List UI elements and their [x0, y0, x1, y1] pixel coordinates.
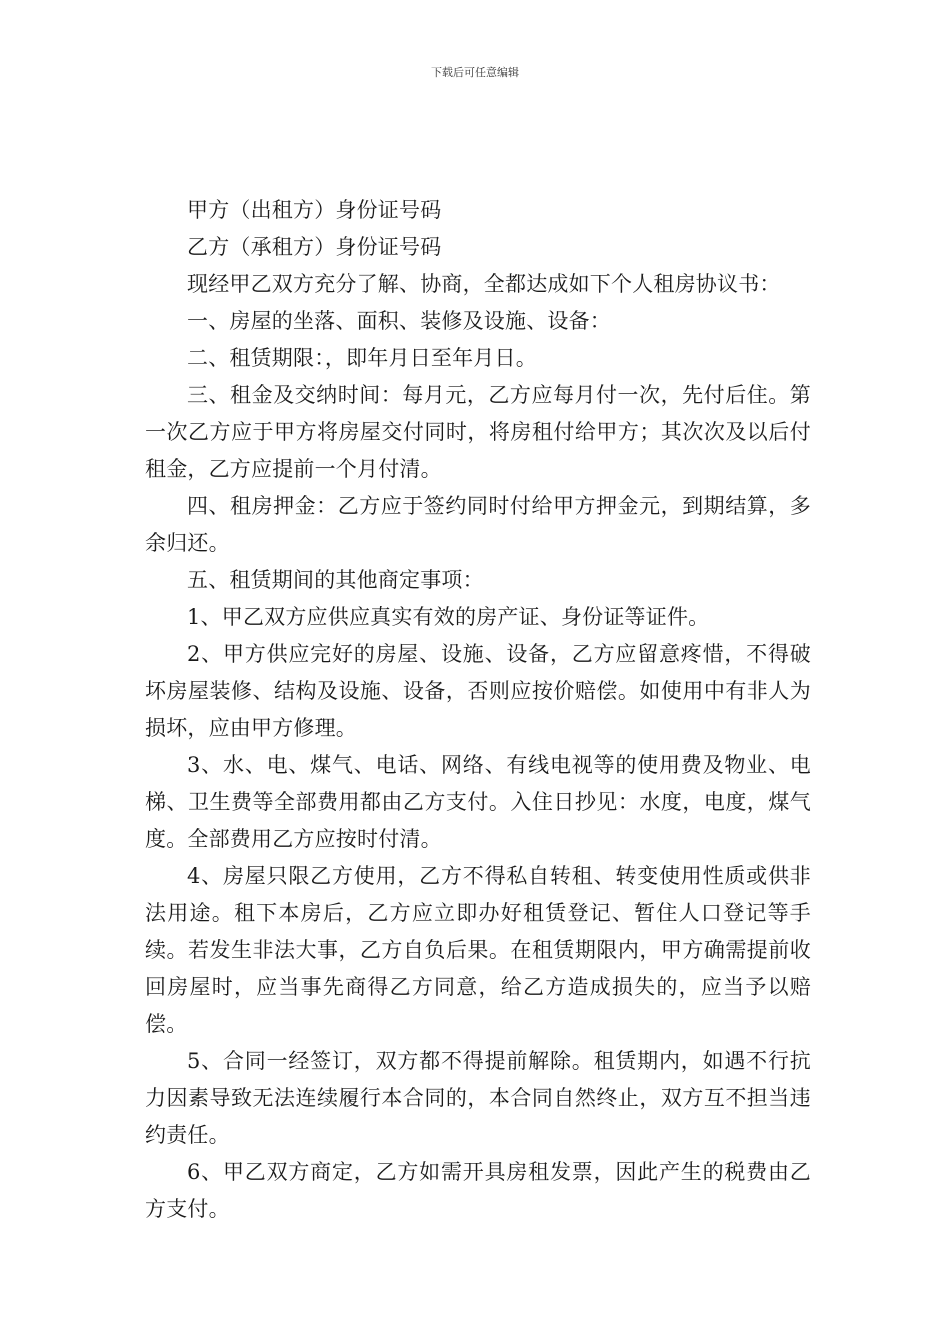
clause-5-other-terms: 五、租赁期间的其他商定事项： [187, 568, 484, 592]
term-5-termination: 5、合同一经签订，双方都不得提前解除。租赁期内，如遇不行抗力因素导致无法连续履行本合同的，本合同自然终止，双方互不担当违约责任。 [145, 1049, 811, 1147]
clause-3-rent: 三、租金及交纳时间：每月元，乙方应每月付一次，先付后住。第一次乙方应于甲方将房屋交付同时，将房租付给甲方；其次次及以后付租金，乙方应提前一个月付清。 [145, 383, 811, 481]
term-3-utilities: 3、水、电、煤气、电话、网络、有线电视等的使用费及物业、电梯、卫生费等全部费用都由乙方支付。入住日抄见：水度，电度，煤气度。全部费用乙方应按时付清。 [145, 753, 811, 851]
term-2-maintenance: 2、甲方供应完好的房屋、设施、设备，乙方应留意疼惜，不得破坏房屋装修、结构及设施、设备，否则应按价赔偿。如使用中有非人为损坏，应由甲方修理。 [145, 642, 811, 740]
party-b-line: 乙方（承租方）身份证号码 [187, 235, 442, 259]
term-4-usage: 4、房屋只限乙方使用，乙方不得私自转租、转变使用性质或供非法用途。租下本房后，乙方应立即办好租赁登记、暂住人口登记等手续。若发生非法大事，乙方自负后果。在租赁期限内，甲方确需提前收回房屋时，应当事先商得乙方同意，给乙方造成损失的，应当予以赔偿。 [145, 864, 811, 1036]
party-a-line: 甲方（出租方）身份证号码 [187, 198, 442, 222]
term-1-documents: 1、甲乙双方应供应真实有效的房产证、身份证等证件。 [187, 605, 710, 629]
page-header: 下载后可任意编辑 [431, 66, 519, 79]
document-body [145, 192, 811, 1228]
term-6-invoice: 6、甲乙双方商定，乙方如需开具房租发票，因此产生的税费由乙方支付。 [145, 1160, 811, 1221]
agreement-intro: 现经甲乙双方充分了解、协商，全都达成如下个人租房协议书： [187, 272, 781, 296]
clause-1-property: 一、房屋的坐落、面积、装修及设施、设备： [187, 309, 611, 333]
clause-2-lease-term: 二、租赁期限：，即年月日至年月日。 [187, 346, 537, 370]
clause-4-deposit: 四、租房押金：乙方应于签约同时付给甲方押金元，到期结算，多余归还。 [145, 494, 811, 555]
